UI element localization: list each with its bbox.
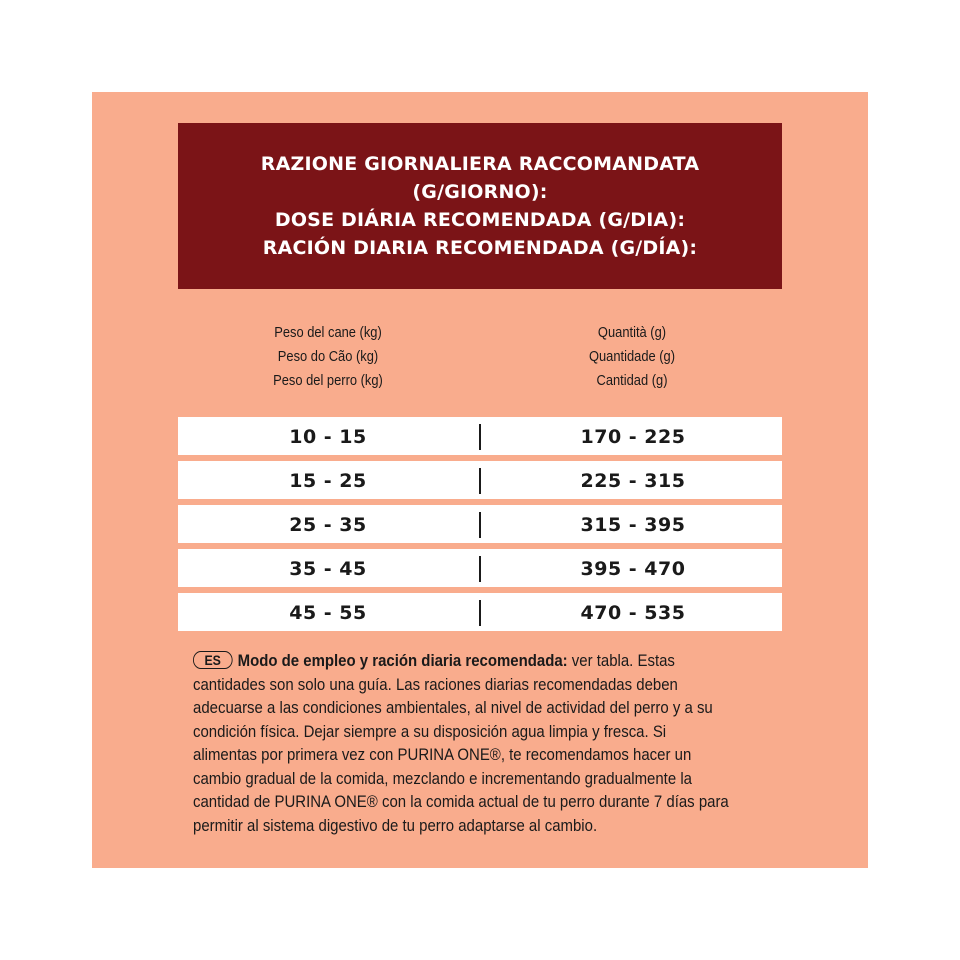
header-line: DOSE DIÁRIA RECOMENDADA (G/DIA): [274,209,686,231]
column-divider [479,556,481,582]
weight-label-pt: Peso do Cão (kg) [277,348,379,365]
weight-label-it: Peso del cane (kg) [274,324,382,341]
instructions-line: permitir al sistema digestivo de tu perro adaptarse al cambio. [193,815,598,835]
table-row [178,549,782,587]
weight-cell: 45 - 55 [289,602,367,624]
weight-column-header [259,321,397,393]
language-badge: ES [193,651,232,669]
weight-cell: 35 - 45 [289,558,367,580]
weight-cell: 25 - 35 [289,514,367,536]
weight-cell: 15 - 25 [289,470,367,492]
quantity-cell: 315 - 395 [580,514,686,536]
quantity-column-header [563,321,701,393]
quantity-cell: 170 - 225 [580,426,686,448]
header-line: (G/GIORNO): [412,181,548,203]
weight-label-es: Peso del perro (kg) [273,372,383,389]
feeding-guide-panel [92,92,868,868]
ration-table [178,417,782,637]
instructions-text: ver tabla. Estas [567,651,675,670]
table-row [178,461,782,499]
table-row [178,417,782,455]
quantity-label-pt: Quantidade (g) [588,348,676,365]
instructions-title: Modo de empleo y ración diaria recomendada: [237,651,568,670]
instructions-line: cantidades son solo una guía. Las raciones diarias recomendadas deben [193,674,678,694]
weight-cell: 10 - 15 [289,426,367,448]
header-line: RACIÓN DIARIA RECOMENDADA (G/DÍA): [262,237,698,259]
instructions-line: cantidad de PURINA ONE® con la comida actual de tu perro durante 7 días para [193,792,729,811]
instructions-line: alimentas por primera vez con PURINA ONE®, te recomendamos hacer un [193,745,692,764]
instructions-paragraph [193,649,729,837]
header-line: RAZIONE GIORNALIERA RACCOMANDATA [260,153,700,175]
instructions-line: adecuarse a las condiciones ambientales, al nivel de actividad del perro y a su [193,698,713,717]
quantity-cell: 395 - 470 [580,558,686,580]
table-row [178,593,782,631]
column-divider [479,600,481,626]
quantity-cell: 470 - 535 [580,602,686,624]
quantity-label-it: Quantità (g) [597,324,667,341]
instructions-line: cambio gradual de la comida, mezclando e incrementando gradualmente la [193,768,692,788]
quantity-cell: 225 - 315 [580,470,686,492]
column-divider [479,512,481,538]
quantity-label-es: Cantidad (g) [596,372,668,389]
instructions-line: condición física. Dejar siempre a su disposición agua limpia y fresca. Si [193,721,667,741]
daily-ration-header [178,123,782,289]
column-divider [479,468,481,494]
table-row [178,505,782,543]
instructions-first-line [193,649,721,673]
column-divider [479,424,481,450]
